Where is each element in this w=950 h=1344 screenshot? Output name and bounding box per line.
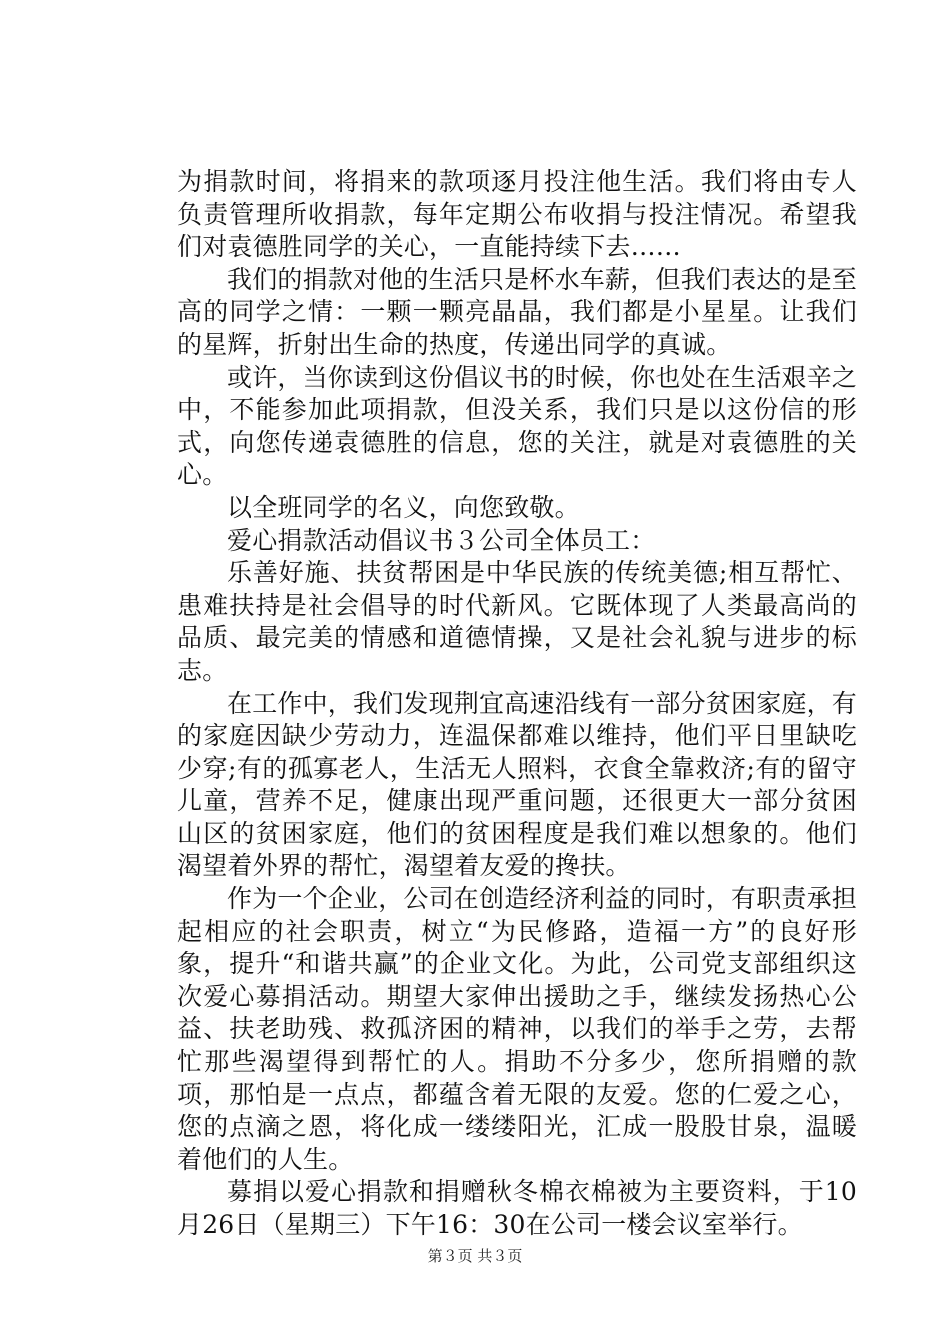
paragraph-continuation: 为捐款时间，将捐来的款项逐月投注他生活。我们将由专人负责管理所收捐款，每年定期公布收捐与投注情况。希望我们对袁德胜同学的关心，一直能持续下去…… (177, 167, 857, 262)
document-body (177, 166, 857, 1242)
paragraph: 或许，当你读到这份倡议书的时候，你也处在生活艰辛之中，不能参加此项捐款，但没关系，我们只是以这份信的形式，向您传递袁德胜的信息，您的关注，就是对袁德胜的关心。 (177, 362, 858, 490)
paragraph: 募捐以爱心捐款和捐赠秋冬棉衣棉被为主要资料，于10月26日（星期三）下午16：30在公司一楼会议室举行。 (177, 1177, 857, 1239)
paragraph: 以全班同学的名义，向您致敬。 (227, 492, 580, 522)
paragraph: 我们的捐款对他的生活只是杯水车薪，但我们表达的是至高的同学之情：一颗一颗亮晶晶，我们都是小星星。让我们的星辉，折射出生命的热度，传递出同学的真诚。 (177, 264, 858, 359)
paragraph: 在工作中，我们发现荆宜高速沿线有一部分贫困家庭，有的家庭因缺少劳动力，连温保都难以维持，他们平日里缺吃少穿;有的孤寡老人，生活无人照料，衣食全靠救济;有的留守儿童，营养不足，健康出现严重问题，还很更大一部分贫困山区的贫困家庭，他们的贫困程度是我们难以想象的。他们渴望着外界的帮忙，渴望着友爱的搀扶。 (177, 688, 858, 881)
section-heading: 爱心捐款活动倡议书３公司全体员工： (227, 525, 656, 555)
paragraph: 作为一个企业，公司在创造经济利益的同时，有职责承担起相应的社会职责，树立“为民修路，造福一方”的良好形象，提升“和谐共赢”的企业文化。为此，公司党支部组织这次爱心募捐活动。期望大家伸出援助之手，继续发扬热心公益、扶老助残、救孤济困的精神，以我们的举手之劳，去帮忙那些渴望得到帮忙的人。捐助不分多少，您所捐赠的款项，那怕是一点点，都蕴含着无限的友爱。您的仁爱之心，您的点滴之恩，将化成一缕缕阳光，汇成一股股甘泉，温暖着他们的人生。 (177, 884, 858, 1174)
paragraph: 乐善好施、扶贫帮困是中华民族的传统美德;相互帮忙、患难扶持是社会倡导的时代新风。它既体现了人类最高尚的品质、最完美的情感和道德情操，又是社会礼貌与进步的标志。 (177, 558, 857, 685)
page-footer: 第３页 共３页 (427, 1247, 523, 1265)
